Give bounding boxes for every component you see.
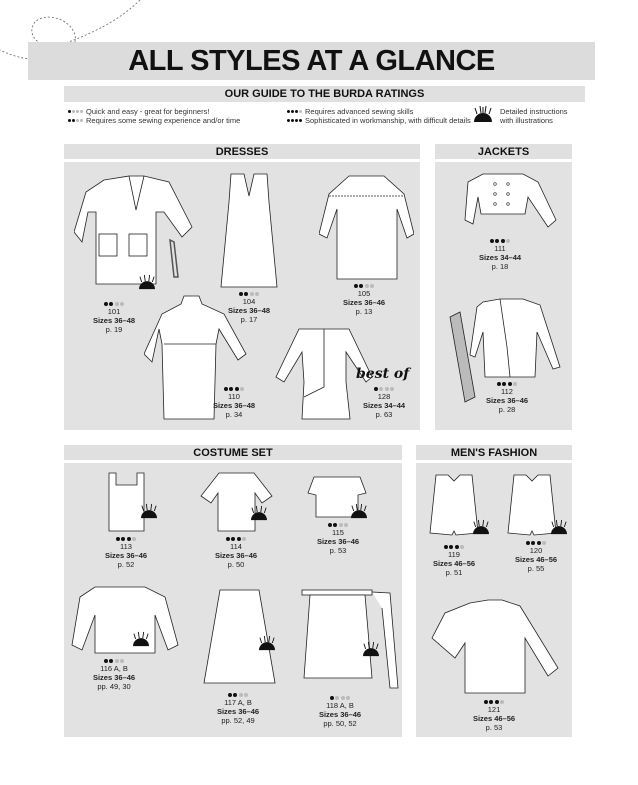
legend-text: Detailed instructions [500, 107, 568, 116]
blouse-116-sketch [70, 585, 180, 660]
pattern-sizes: Sizes 46–56 [432, 559, 476, 568]
pincushion-icon [470, 519, 492, 535]
legend-col-2 [287, 107, 471, 125]
pattern-number: 111 [494, 244, 506, 253]
pattern-number: 101 [107, 307, 121, 316]
legend-text: with illustrations [500, 116, 553, 125]
pincushion-icon [248, 505, 270, 521]
section-header-mens-fashion [416, 445, 572, 460]
pincushion-icon [256, 635, 278, 651]
shirt-121-sketch [430, 598, 560, 698]
pattern-item-101[interactable] [84, 302, 144, 334]
pattern-number: 116 A, B [100, 664, 128, 673]
pattern-sizes: Sizes 36–46 [342, 298, 386, 307]
pattern-page: p. 53 [485, 723, 503, 732]
legend-item-3-dot [287, 107, 471, 116]
pincushion-icon [360, 641, 382, 657]
pincushion-icon [130, 631, 152, 647]
section-title: JACKETS [477, 145, 530, 158]
pattern-number: 119 [448, 550, 460, 559]
pattern-page: p. 53 [329, 546, 347, 555]
bodice-114-sketch [199, 471, 274, 533]
rating-dots-icon [310, 696, 370, 700]
pincushion-icon [348, 503, 370, 519]
pattern-sizes: Sizes 36–46 [318, 710, 362, 719]
legend-text: Quick and easy - great for beginners! [86, 107, 210, 116]
pattern-item-112[interactable] [477, 382, 537, 414]
rating-dots-icon [287, 119, 302, 122]
pattern-page: p. 52 [117, 560, 135, 569]
jacket-111-sketch [453, 172, 558, 232]
section-header-dresses [64, 144, 420, 159]
pattern-number: 121 [487, 705, 501, 714]
pincushion-icon [472, 105, 494, 123]
section-title: COSTUME SET [193, 446, 273, 459]
pattern-page: pp. 52, 49 [221, 716, 255, 725]
pattern-page: p. 50 [227, 560, 245, 569]
pattern-item-110[interactable] [204, 387, 264, 419]
rating-dots-icon [477, 382, 537, 386]
legend-text: Sophisticated in workmanship, with difficult details [305, 116, 471, 125]
pattern-page: p. 13 [355, 307, 373, 316]
pincushion-icon [138, 503, 160, 519]
pattern-item-116[interactable] [84, 659, 144, 691]
pattern-sizes: Sizes 36–46 [104, 551, 148, 560]
guide-title-bar [64, 86, 585, 102]
rating-dots-icon [208, 693, 268, 697]
dress-101-sketch [74, 172, 194, 297]
pattern-page: pp. 49, 30 [97, 682, 131, 691]
guide-title: OUR GUIDE TO THE BURDA RATINGS [224, 88, 425, 100]
dress-105-sketch [319, 174, 414, 284]
rating-dots-icon [84, 302, 144, 306]
pattern-item-120[interactable] [506, 541, 566, 573]
pattern-page: p. 51 [445, 568, 463, 577]
pattern-page: p. 28 [498, 405, 516, 414]
rating-dots-icon [204, 387, 264, 391]
pattern-number: 113 [120, 542, 132, 551]
section-header-jackets [435, 144, 572, 159]
section-title: DRESSES [215, 145, 269, 158]
pattern-item-111[interactable] [470, 239, 530, 271]
pattern-number: 112 [501, 387, 513, 396]
pattern-sizes: Sizes 36–46 [216, 707, 260, 716]
pattern-number: 114 [230, 542, 242, 551]
page-title: ALL STYLES AT A GLANCE [128, 44, 495, 77]
pattern-page: p. 19 [105, 325, 123, 334]
rating-dots-icon [68, 110, 83, 113]
legend-item-2-dot [68, 116, 240, 125]
pattern-sizes: Sizes 46–56 [514, 555, 558, 564]
pattern-number: 104 [242, 297, 256, 306]
legend-item-4-dot [287, 116, 471, 125]
pattern-number: 120 [529, 546, 543, 555]
pattern-sizes: Sizes 36–48 [212, 401, 256, 410]
pattern-page: p. 34 [225, 410, 243, 419]
legend-text: Requires advanced sewing skills [305, 107, 414, 116]
pattern-page: p. 17 [240, 315, 258, 324]
rating-dots-icon [308, 523, 368, 527]
bodice-113-sketch [104, 471, 149, 533]
pattern-sizes: Sizes 36–46 [214, 551, 258, 560]
legend-col-3 [500, 107, 568, 125]
legend-item-1-dot [68, 107, 240, 116]
pincushion-icon [136, 274, 158, 290]
rating-dots-icon [96, 537, 156, 541]
section-header-costume-set [64, 445, 402, 460]
rating-dots-icon [354, 387, 414, 391]
section-panel-mens-fashion [416, 463, 572, 737]
dress-104-sketch [219, 172, 279, 290]
pattern-item-119[interactable] [424, 545, 484, 577]
pattern-page: p. 55 [527, 564, 545, 573]
rating-dots-icon [506, 541, 566, 545]
legend-col-1 [68, 107, 240, 125]
pattern-number: 118 A, B [326, 701, 354, 710]
pattern-sizes: Sizes 36–48 [92, 316, 136, 325]
pattern-item-121[interactable] [464, 700, 524, 732]
rating-dots-icon [206, 537, 266, 541]
pattern-sizes: Sizes 36–46 [485, 396, 529, 405]
rating-dots-icon [287, 110, 302, 113]
pattern-page: pp. 50, 52 [323, 719, 357, 728]
pattern-item-117[interactable] [208, 693, 268, 725]
title-bar [28, 42, 595, 80]
pattern-item-128[interactable] [354, 387, 414, 419]
rating-dots-icon [464, 700, 524, 704]
apron-118-sketch [300, 588, 400, 693]
pattern-number: 117 A, B [224, 698, 252, 707]
pattern-item-114[interactable] [206, 537, 266, 569]
pattern-number: 105 [357, 289, 371, 298]
pattern-sizes: Sizes 34–44 [478, 253, 522, 262]
pattern-page: p. 63 [375, 410, 393, 419]
best-of-badge: best of [356, 366, 410, 382]
pattern-page: p. 18 [491, 262, 509, 271]
section-title: MEN'S FASHION [450, 446, 538, 459]
section-panel-jackets [435, 162, 572, 430]
pattern-item-115[interactable] [308, 523, 368, 555]
pattern-sizes: Sizes 46–56 [472, 714, 516, 723]
pattern-number: 128 [377, 392, 391, 401]
section-panel-costume-set [64, 463, 402, 737]
pattern-sizes: Sizes 34–44 [362, 401, 406, 410]
pattern-sizes: Sizes 36–46 [92, 673, 136, 682]
legend-text: Requires some sewing experience and/or time [86, 116, 241, 125]
rating-dots-icon [424, 545, 484, 549]
pattern-number: 110 [228, 392, 240, 401]
pattern-item-113[interactable] [96, 537, 156, 569]
rating-dots-icon [84, 659, 144, 663]
pattern-sizes: Sizes 36–48 [227, 306, 271, 315]
section-panel-dresses [64, 162, 420, 430]
rating-dots-icon [334, 284, 394, 288]
rating-dots-icon [68, 119, 83, 122]
pattern-number: 115 [332, 528, 344, 537]
pincushion-icon [548, 519, 570, 535]
rating-dots-icon [470, 239, 530, 243]
pattern-item-105[interactable] [334, 284, 394, 316]
pattern-sizes: Sizes 36–46 [316, 537, 360, 546]
pattern-item-118[interactable] [310, 696, 370, 728]
